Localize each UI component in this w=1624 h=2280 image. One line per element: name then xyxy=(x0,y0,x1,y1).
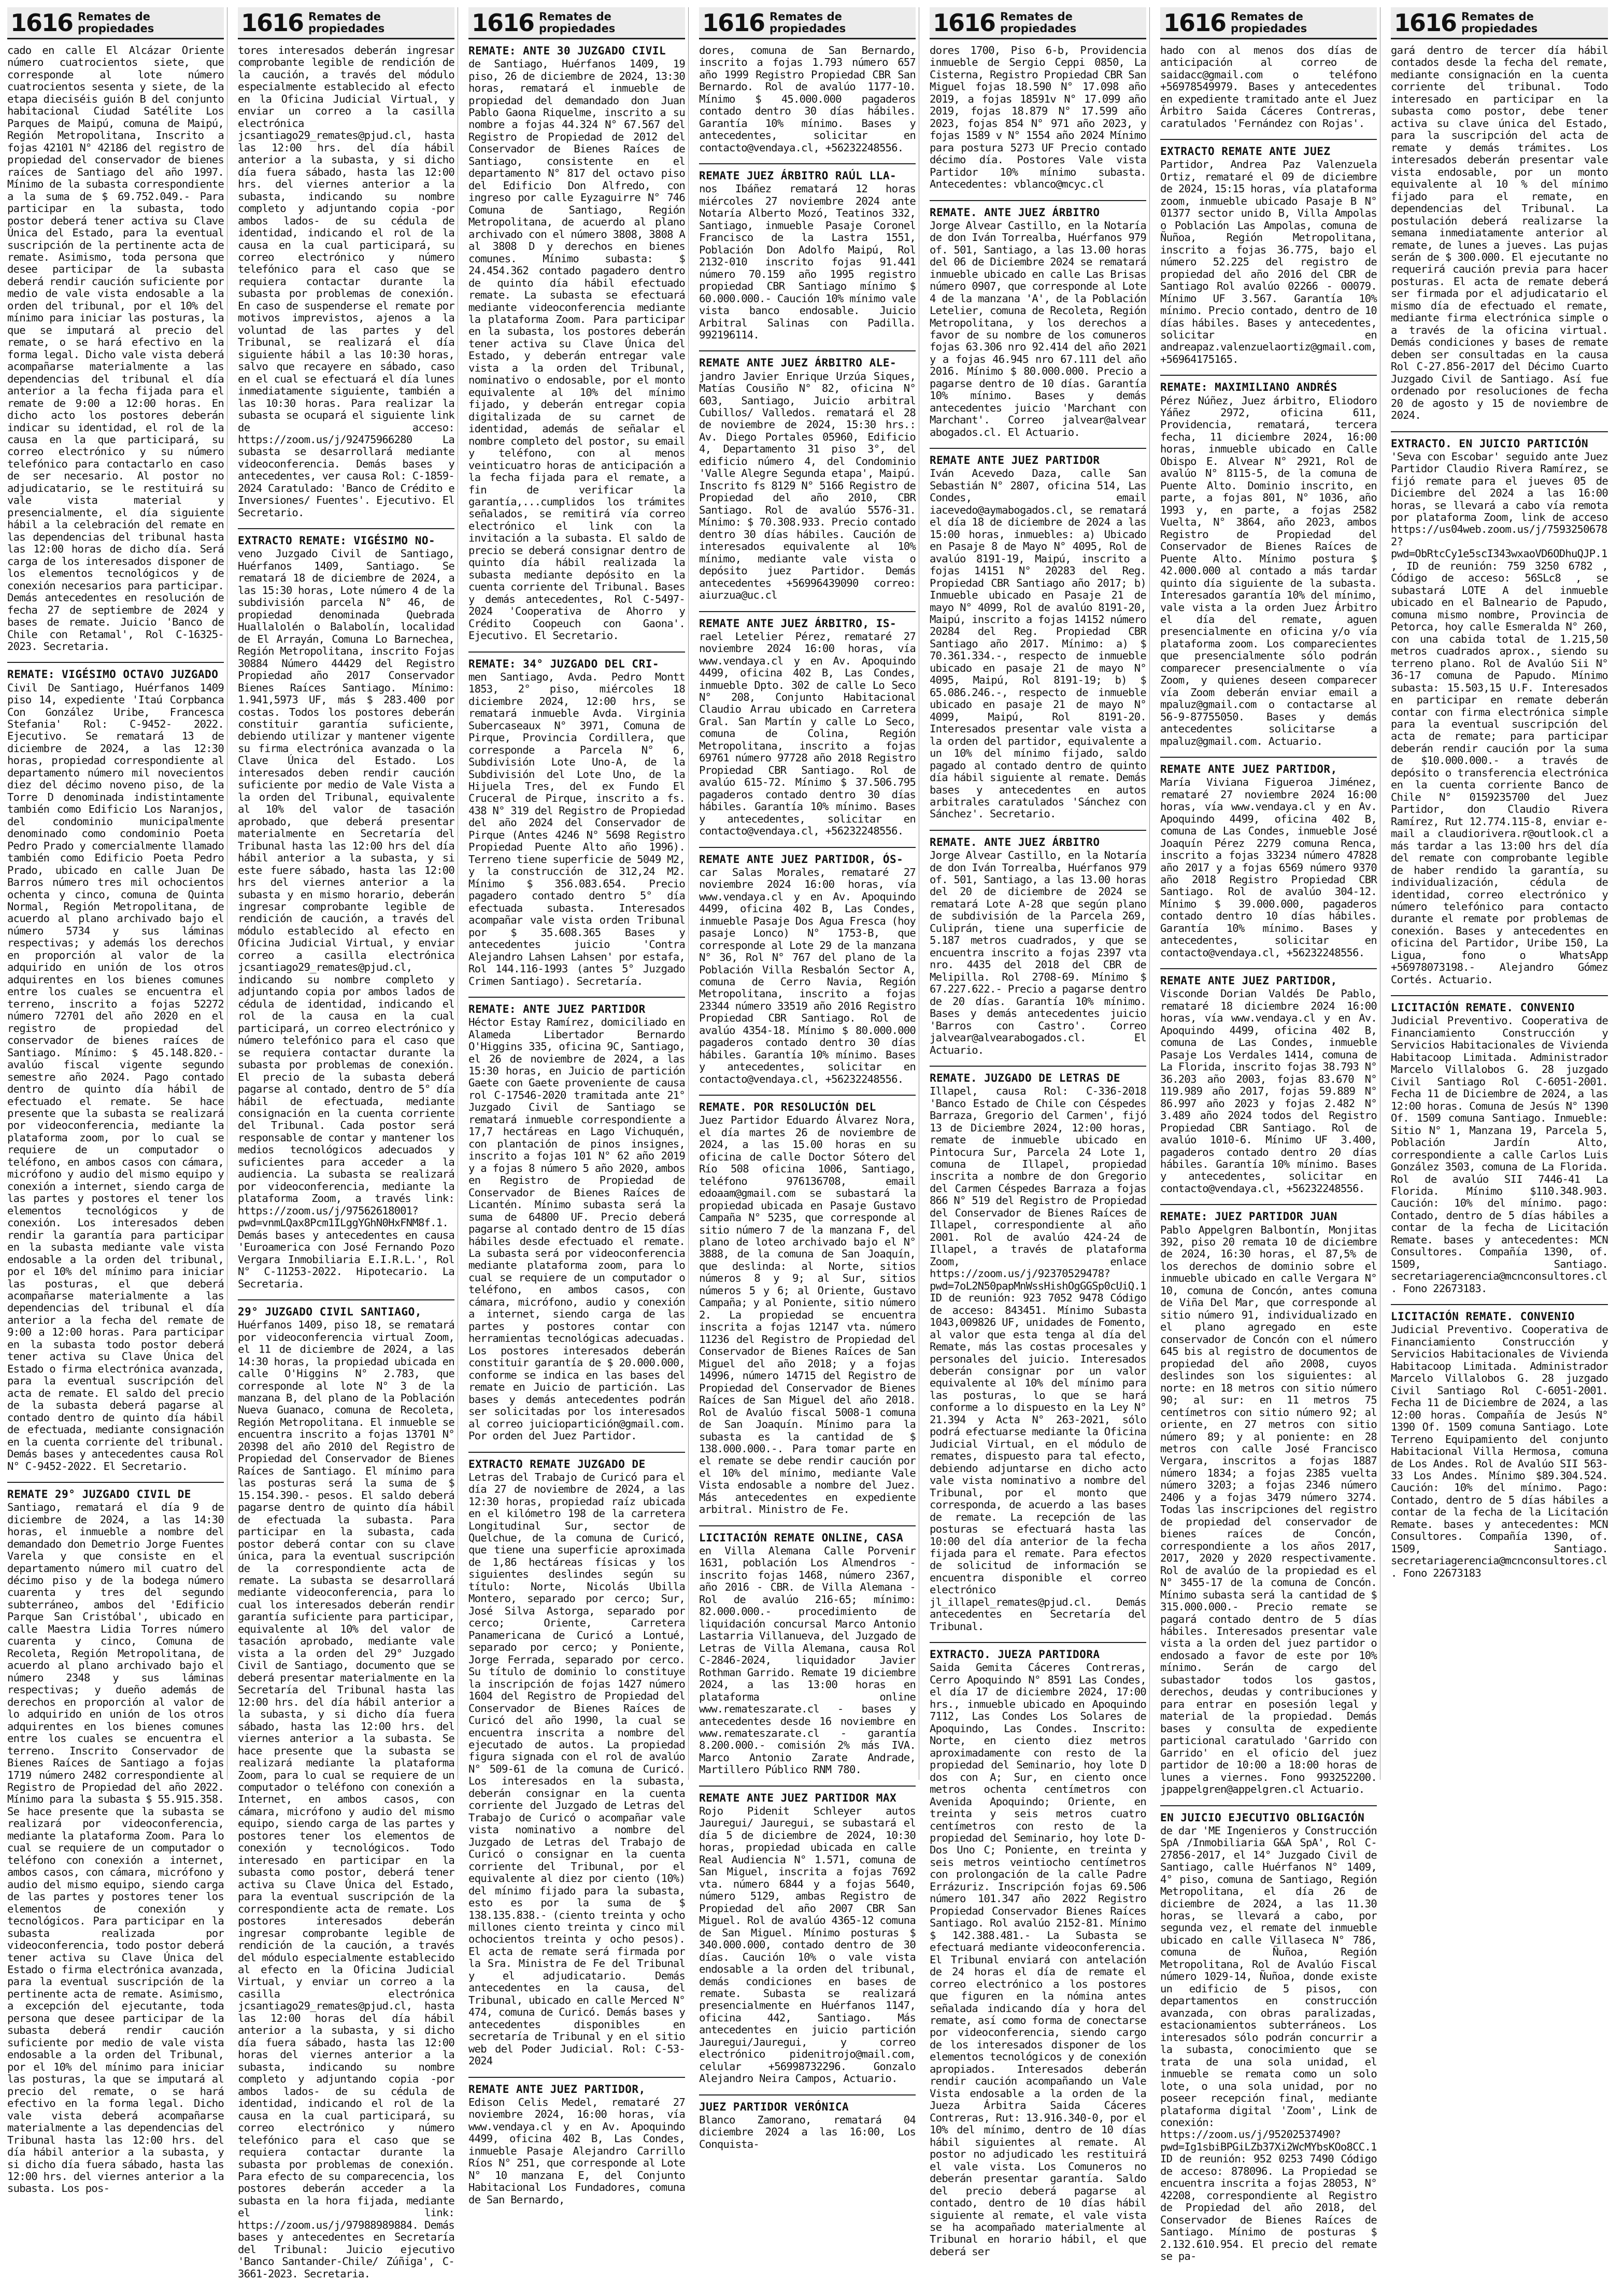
notice-body: 'Seva con Escobar' seguido ante Juez Partidor Claudio Rivera Ramírez, se fijó remate para el jueves 05 de Diciembre del 2024 a las 16:00 horas, se llevará a cabo vía remota por plataforma Zoom, link de acceso https://us04web.zoom.us/j/75932506782?pwd=ObRtcCy1e5scI343wxaoVD6ODhuQJP.1 , ID de reunión: 759 3250 6782 , Código de acceso: 56SLc8 , se subastará LOTE A del inmueble ubicado en el Balneario de Papudo, comuna mismo nombre, Provincia de Petorca, hoy calle Esmeralda N° 260, con una cabida total de 1.215,50 metros cuadrados aprox., siendo su terreno plano. Rol de Avalúo Sii N° 36-17 comuna de Papudo. Mínimo subasta: 15.503,15 U.F. Interesados en participar en remate deberán contar con firma electrónica simple para la eventual suscripción del acta de remate; para participar deberán rendir caución por la suma de $10.000.000.- a través de depósito o transferencia electrónica en la cuenta corriente Banco de Chile N° 0159235700 del Juez Partidor, don Claudio Rivera Ramírez, Rut 12.774.115-8, enviar e-mail a claudiorivera.r@outlook.cl a más tardar a las 13:00 hrs del día del remate con comprobante legible de haber rendido la garantía, su individualización, cédula de identidad, correo electrónico y número telefónico para contacto durante el remate por problemas de conexión. Bases y antecedentes en oficina del Partidor, Uribe 150, La Ligua, fono o WhatsApp +56978073198.- Alejandro Gómez Cortés. Actuario. xyxy=(1391,450,1608,986)
notice xyxy=(930,200,1146,439)
divider xyxy=(468,997,685,998)
divider xyxy=(1160,757,1377,758)
notice xyxy=(930,448,1146,820)
column-2 xyxy=(235,7,458,2280)
divider xyxy=(930,1642,1146,1643)
divider xyxy=(468,652,685,653)
divider xyxy=(1391,431,1608,432)
notice-body: men Santiago, Avda. Pedro Montt 1853, 2° piso, miércoles 18 diciembre 2024, 12:00 hrs, se rematará inmueble Avda. Virginia Subercaseaux N° 3971, Comuna de Pirque, Provincia Cordillera, que corresponde a Parcela N° 6, Subdivisión Lote Uno-A, de la Subdivisión del Lote Uno, de la Hijuela Tres, del ex Fundo El Cruceral de Pirque, inscrito a fs. 438 N° 319 del Registro de Propiedad del año 2024 del Conservador de Pirque (Antes 4246 N° 5698 Registro Propiedad Puente Alto año 1996). Terreno tiene superficie de 5049 M2, y la construcción de 312,24 M2. Mínimo $ 356.083.654. Precio pagadero contado dentro 5° día efectuada subasta. Interesados acompañar vale vista orden Tribunal por $ 35.608.365 Bases y antecedentes juicio 'Contra Alejandro Lahsen Lahsen' por estafa, Rol 144.116-1993 (antes 5° Juzgado Crimen Santiago). Secretaría. xyxy=(468,670,685,987)
notice-body: Pablo Appelgren Balbontín, Monjitas 392, piso 20 remata 10 de diciembre de 2024, 16:30 horas, el 87,5% de los derechos de dominio sobre el inmueble ubicado en calle Vergara N° 10, comuna de Concón, antes comuna de Viña Del Mar, que corresponde al sitio número 91, individualizado en el plano agregado en este conservador de Concón con el número 645 bis al registro de documentos de propiedad del año 2008, cuyos deslindes son los siguientes: al norte: en 18 metros con sitio número 90; al sur: en 11 metros 75 centímetros con sitio número 92; al oriente, en 27 metros con sitio número 89; y al poniente: en 28 metros con calle José Francisco Vergara, inscritos a fojas 1887 número 1834; a fojas 2385 vuelta número 3203; a fojas 2346 número 2406 y a fojas 3479 número 3274. Todas las inscripciones del registro de propiedad del conservador de bienes raíces de Concón, correspondiente a los años 2017, 2017, 2020 y 2020 respectivamente. Rol de avalúo de la propiedad es el N° 3455-17 de la comuna de Concón. Mínimo subasta será la cantidad de $ 315.000.000.- Precio remate se pagará contado dentro de 5 días hábiles. Interesados presentar vale vista a la orden del juez partidor o endosado a favor de este por 10% mínimo. Serán de cargo del subastador todos los gastos, derechos, deudas y contribuciones y para entrar en posesión legal y material de la propiedad. Demás bases y consulta de expediente particional caratulado 'Garrido con Garrido' en el oficio del juez partidor de 10:00 a 18:00 horas de lunes a viernes. Fono 993252200. jpappelgren@appelgren.cl Actuario. xyxy=(1160,1223,1377,1796)
notice xyxy=(238,528,454,1290)
notice xyxy=(468,997,685,1442)
notice-body: veno Juzgado Civil de Santiago, Huérfanos 1409, Santiago. Se rematará 18 de diciembre de 2024, a las 15:30 horas, Lote número 4 de la subdivisión parcela N° 46, de propiedad denominada Quebrada Huallalolén o Balabolín, localidad de El Arrayán, Comuna Lo Barnechea, Región Metropolitana, inscrito Fojas 30884 Número 44429 del Registro Propiedad año 2017 Conservador Bienes Raíces Santiago. Mínimo: 1.941,5973 UF, más $ 283.400 por costas. Todos los postores deberán constituir garantía suficiente, debiendo utilizar y mantener vigente su firma electrónica avanzada o la Clave Única del Estado. Los interesados deben rendir caución suficiente por medio de Vale Vista a la orden del Tribunal, equivalente al 10% del valor de tasación aprobado, que deberá presentar materialmente en Secretaría del Tribunal hasta las 12:00 hrs del día hábil anterior a la subasta, y si este fuere sábado, hasta las 12:00 hrs del viernes anterior a la subasta y en mismo horario, deberán ingresar comprobante legible de rendición de caución, a través del módulo establecido al efecto en Oficina Judicial Virtual, y enviar correo a casilla electrónica jcsantiago29_remates@pjud.cl, indicando su nombre completo y adjuntando copia por ambos lados de cédula de identidad, indicando el rol de la causa en la cual participará, un correo electrónico y número telefónico para el caso que se requiera contactar durante la subasta por problemas de conexión. El precio de la subasta deberá pagarse al contado, dentro de 5° día hábil de efectuada, mediante consignación en la cuenta corriente del Tribunal. Cada postor será responsable de contar y mantener los medios tecnológicos adecuados y suficientes para acceder a la audiencia. La subasta se realizará por videoconferencia, mediante la plataforma Zoom, a través link: https://zoom.us/j/97562618001?pwd=vnmLQax8Pcm1ILggYGhN0HxFNM8f.1. Demás bases y antecedentes en causa 'Euroamerica con José Fernando Pozo Vergara Inmobiliaria E.I.R.L.', Rol N° C-11253-2022. Hipotecario. La Secretaria. xyxy=(238,547,454,1290)
divider xyxy=(699,350,916,351)
divider xyxy=(699,1095,916,1096)
notice xyxy=(1160,968,1377,1195)
divider xyxy=(1391,1304,1608,1305)
section-title: Remates de propiedades xyxy=(1000,10,1077,35)
section-title: Remates de propiedades xyxy=(78,10,154,35)
notice xyxy=(699,45,916,154)
notice-heading: REMATE. ANTE JUEZ ÁRBITRO xyxy=(930,835,1100,848)
notice-heading: EXTRACTO. EN JUICIO PARTICIÓN xyxy=(1391,437,1589,450)
notice-heading: LICITACIÓN REMATE. CONVENIO xyxy=(1391,1310,1575,1323)
divider xyxy=(1160,968,1377,969)
divider xyxy=(238,528,454,529)
notice xyxy=(699,1786,916,2085)
notice-heading: REMATE ANTE JUEZ PARTIDOR, xyxy=(1160,763,1337,776)
notice xyxy=(930,1642,1146,2258)
notice-heading: EN JUICIO EJECUTIVO OBLIGACIÓN xyxy=(1160,1811,1365,1824)
section-number: 1616 xyxy=(241,8,304,37)
notice-body: rael Letelier Pérez, remataré 27 noviembre 2024 16:00 horas, vía www.vendaya.cl y en Av. Apoquindo 4499, oficina 402 B, Las Condes, inmueble Dpto. 302 de calle Lo Seco N° 208, Conjunto Habitacional Claudio Arrau ubicado en Carretera Gral. San Martín y calle Lo Seco, comuna de Colina, Región Metropolitana, inscrito a fojas 69761 número 97728 año 2018 Registro Propiedad CBR Santiago. Rol de avalúo 615-72. Mínimo $ 37.506.795 pagaderos contado dentro 30 días hábiles. Garantía 10% mínimo. Bases y antecedentes, solicitar en contacto@vendaya.cl, +56232248556. xyxy=(699,630,916,838)
notice-body: María Viviana Figueroa Jiménez, remataré 27 noviembre 2024 16:00 horas, vía www.vendaya.cl y en Av. Apoquindo 4499, oficina 402 B, comuna de Las Condes, inmueble José Joaquín Pérez 2279 comuna Renca, inscrito a fojas 33234 número 47828 año 2017 y a fojas 6569 número 9370 año 2018 Registro Propiedad CBR Santiago. Rol de avalúo 304-12. Mínimo $ 39.000.000, pagaderos contado dentro 10 días hábiles. Garantía 10% mínimo. Bases y antecedentes, solicitar en contacto@vendaya.cl, +56232248556. xyxy=(1160,776,1377,959)
notice xyxy=(930,1066,1146,1633)
notice xyxy=(7,1482,224,2195)
notice-body: gará dentro de tercer día hábil contados desde la fecha del remate, mediante consignación en la cuenta corriente del tribunal. Todo interesado en participar en la subasta como postor, debe tener activa su clave única del Estado, para la suscripción del acta de remate y demás trámites. Los interesados deberán presentar vale vista endosable, por un monto equivalente al 10 % del mínimo fijado para el remate, en dependencias del Tribunal. La postulación deberá realizarse la semana inmediatamente anterior al remate, de lunes a jueves. Las pujas serán de $ 300.000. El ejecutante no requerirá caución previa para hacer posturas. El acta de remate deberá ser firmada por el adjudicatario el mismo día de efectuado el remate, mediante firma electrónica simple o a través de la oficina virtual. Demás condiciones y bases de remate deben ser consultadas en la causa Rol C-27.856-2017 del Décimo Cuarto Juzgado Civil de Santiago. Así fue ordenado por resoluciones de fecha 20 de agosto y 15 de noviembre de 2024. xyxy=(1391,44,1608,422)
section-title: Remates de propiedades xyxy=(1461,10,1538,35)
section-number: 1616 xyxy=(1394,8,1457,37)
notice-heading: REMATE ANTE JUEZ PARTIDOR, xyxy=(1160,974,1337,987)
notice xyxy=(1391,995,1608,1295)
divider xyxy=(699,163,916,164)
notice xyxy=(468,652,685,987)
notice xyxy=(7,662,224,1472)
notice-body: hado con al menos dos días de anticipación al correo de saidacc@gmail.com o teléfono +56978549979. Bases y antecedentes en expediente tramitado ante el Juez Árbitro Saida Cáceres Contreras, caratulados 'Fernández con Rojas'. xyxy=(1160,44,1377,130)
section-header xyxy=(1391,7,1608,39)
divider xyxy=(7,662,224,663)
notice xyxy=(1160,375,1377,747)
notice-body: nos Ibáñez rematará 12 horas miércoles 27 noviembre 2024 ante Notaría Alberto Mozó, Teatinos 332, Santiago, inmueble Pasaje Coronel Francisco de la Lastra 1551, Población Don Adolfo Maipú, Rol 2132-010 inscrito fojas 91.441 número 70.159 año 1995 registro propiedad CBR Santiago mínimo $ 60.000.000.- Caución 10% mínimo vale vista banco endosable. Juicio Arbitral Salinas con Padilla. 992196114. xyxy=(699,182,916,341)
divider xyxy=(699,1525,916,1526)
notice xyxy=(1160,139,1377,365)
section-header xyxy=(238,7,454,39)
notice xyxy=(699,163,916,341)
notice-body: Jorge Alvear Castillo, en la Notaría de don Iván Torrealba, Huérfanos 979 of. 501, Santiago, a las 13.00 horas del 06 de Diciembre 2024 se rematará inmueble ubicado en calle Las Brisas número 0907, que corresponde al Lote 4 de la manzana 'A', de la Población Letelier, comuna de Recoleta, Región Metropolitana, y los derechos a favor de su nombre de los comuneros fojas 63.306 nro 92.414 del año 2021 y a fojas 46.945 nro 67.111 del año 2016. Mínimo $ 80.000.000. Precio a pagarse dentro de 10 días. Garantía 10% mínimo. Bases y demás antecedentes juicio 'Marchant con Marchant'. Correo jalvear@alvear abogados.cl. El Actuario. xyxy=(930,219,1146,438)
notice-heading: REMATE. JUZGADO DE LETRAS DE xyxy=(930,1072,1121,1085)
divider xyxy=(1160,375,1377,376)
notice-body: Héctor Estay Ramírez, domiciliado en Alameda Libertador Bernardo O'Higgins 335, oficina 9C, Santiago, el 26 de noviembre de 2024, a las 15:30 horas, en Juicio de partición Gaete con Gaete proveniente de causa rol C-17546-2020 tramitada ante 21° Juzgado Civil de Santiago se rematará inmueble correspondiente a 17,7 hectáreas en Lago Vichuquén, con plantación de pinos insignes, inscrito a fojas 101 N° 62 año 2019 y a fojas 8 número 5 año 2020, ambos en Registro de Propiedad de Conservador de Bienes Raíces de Licantén. Mínimo subasta será la suma de 64800 UF. Precio deberá pagarse al contado dentro de 15 días hábiles desde efectuado el remate. La subasta será por videoconferencia mediante plataforma zoom, para lo cual se requiere de un computador o teléfono, en ambos casos, con cámara, micrófono, audio y conexión a internet, siendo carga de las partes y postores contar con herramientas tecnológicas adecuadas. Los postores interesados deberán constituir garantía de $ 20.000.000, conforme se indica en las bases del remate en Juicio de partición. Las bases y demás antecedentes podrán ser solicitadas por los interesados al correo juiciopartición@gmail.com. Por orden del Juez Partidor. xyxy=(468,1016,685,1442)
notice-body: Judicial Preventivo. Cooperativa de Financiamiento Construcción y Servicios Habitacionales de Vivienda Habitacoop Limitada. Administrador Marcelo Villalobos G. 28 juzgado Civil Santiago Rol C-6051-2001. Fecha 11 de Diciembre de 2024, a las 12:00 horas. Comuna de Jesús N° 1390 Of. 1509 comuna Santiago. Inmueble: Sitio N° 1, Manzana 19, Parcela 5, Población Jardín Alto, correspondiente a calle Carlos Luis González 3503, comuna de La Florida. Rol de avalúo SII 7446-41 La Florida. Mínimo $110.348.903. Caución: 10% del mínimo. pago: Contado, dentro de 5 días hábiles a contar de la fecha de Licitación Remate. bases y antecedentes: MCN Consultores. Compañía 1390, of. 1509, Santiago. secretariagerencia@mcnconsultores.cl. Fono 22673183. xyxy=(1391,1014,1608,1295)
notice xyxy=(699,611,916,838)
column-7 xyxy=(1388,7,1611,1780)
notice-body: car Salas Morales, remataré 27 noviembre 2024 16:00 horas, vía www.vendaya.cl y en Av. Apoquindo 4499, oficina 402 B, Las Condes, inmueble Pasaje Dos Agua Fresca (hoy pasaje Lonco) N° 1753-B, que corresponde al Lote 29 de la manzana N° 36, Rol N° 767 del plano de la Población Villa Resbalón Sector A, comuna de Cerro Navia, Región Metropolitana, inscrito a fojas 23344 número 33519 año 2016 Registro Propiedad CBR Santiago. Rol de avalúo 4354-18. Mínimo $ 80.000.000 pagaderos contado dentro 30 días hábiles. Garantía 10% mínimo. Bases y antecedentes, solicitar en contacto@vendaya.cl, +56232248556. xyxy=(699,866,916,1085)
notice-body: dores 1700, Piso 6-b, Providencia inmueble de Sergio Ceppi 0850, La Cisterna, Registro Propiedad CBR San Miguel fojas 18.590 N° 17.098 año 2019, a fojas 18591v N° 17.099 año 2019, fojas 18.879 N° 17.599 año 2023, fojas 854 N° 971 año 2023, y fojas 1589 v N° 1554 año 2024 Mínimo para postura 5273 UF Precio contado décimo día. Postores Vale vista Partidor 10% mínimo subasta. Antecedentes: vblanco@mcyc.cl xyxy=(930,44,1146,191)
notice xyxy=(1391,1304,1608,1579)
notice-body: Partidor, Andrea Paz Valenzuela Ortiz, remataré el 09 de diciembre de 2024, 15:15 horas, vía plataforma zoom, inmueble ubicado Pasaje B N° 01377 sector unido B, Villa Ampolas o Población Las Ampolas, comuna de Ñuñoa, Región Metropolitana, inscrito a fojas 36.775, bajo el número 52.225 del registro de propiedad del año 2016 del CBR de Santiago Rol avalúo 02266 - 00079. Mínimo UF 3.567. Garantía 10% mínimo. Precio contado, dentro de 10 días hábiles. Bases y antecedentes, solicitar en andreapaz.valenzuelaortiz@gmail.com, +56964175165. xyxy=(1160,158,1377,365)
section-header xyxy=(699,7,916,39)
section-header xyxy=(1160,7,1377,39)
notice-heading: REMATE: VIGÉSIMO OCTAVO JUZGADO xyxy=(7,668,219,681)
divider xyxy=(1160,139,1377,140)
section-title: Remates de propiedades xyxy=(308,10,385,35)
notice-heading: REMATE ANTE JUEZ PARTIDOR, xyxy=(468,2083,646,2095)
notice-body: de Santiago, Huérfanos 1409, 19 piso, 26 de diciembre de 2024, 13:30 horas, rematará el inmueble de propiedad del demandado don Juan Pablo Gaona Riquelme, inscrito a su nombre a fojas 44.324 N° 67.567 del Registro de Propiedad de 2012 del Conservador de Bienes Raíces de Santiago, consistente en el departamento N° 817 del octavo piso del Edificio Don Alfredo, con ingreso por calle Eyzaguirre N° 746 Comuna de Santiago, Región Metropolitana, de acuerdo al plano archivado con el número 3808, 3808 A al 3808 D y derechos en bienes comunes. Mínimo subasta: $ 24.454.362 contado pagadero dentro de quinto día hábil efectuado remate. La subasta se efectuará mediante videoconferencia mediante la plataforma Zoom. Para participar en la subasta, los postores deberán tener activa su Clave Única del Estado, y deberán entregar vale vista a la orden del Tribunal, nominativo o endosable, por el monto equivalente al 10% del mínimo fijado, y deberán entregar copia digitalizada de su carnet de identidad, además de señalar el nombre completo del postor, su email y teléfono, con al menos veinticuatro horas de anticipación a la fecha fijada para el remate, a fin de verificar la garantía,...cumplidos los trámites señalados, se remitirá vía correo electrónico el link con la invitación a la subasta. El saldo de precio se deberá consignar dentro de quinto día hábil realizada la subasta mediante depósito en la cuenta corriente del Tribunal. Bases y demás antecedentes, Rol C-5497-2024 'Cooperativa de Ahorro y Crédito Coopeuch con Gaona'. Ejecutivo. El Secretario. xyxy=(468,58,685,642)
section-number: 1616 xyxy=(472,8,534,37)
notice-body: tores interesados deberán ingresar comprobante legible de rendición de la caución, a través del módulo especialmente establecido al efecto en la Oficina Judicial Virtual, y enviar un correo a la casilla electrónica jcsantiago29_remates@pjud.cl, hasta las 12:00 hrs. del día hábil anterior a la subasta, y si dicho día fuera sábado, hasta las 12:00 hrs. del viernes anterior a la subasta, indicando su nombre completo y adjuntando copia -por ambos lados- de su cédula de identidad, indicando el rol de la causa en la cual participará, su correo electrónico y número telefónico para el caso que se requiera contactar durante la subasta por problemas de conexión. En caso de suspenderse el remate por motivos imprevistos, ajenos a la voluntad de las partes y del Tribunal, se realizará el día siguiente hábil a las 10:30 horas, salvo que recayere en sábado, caso en el cual se efectuará el día lunes inmediatamente siguiente, también a las 10:30 horas. Para realizar la subasta se ocupará el siguiente link de acceso: https://zoom.us/j/92475966280 La subasta se desarrollará mediante videoconferencia. Demás bases y antecedentes, ver causa Rol: C-1859-2024 Caratulado: 'Banco de Crédito e Inversiones/ Fuentes'. Ejecutivo. El Secretario. xyxy=(238,44,454,519)
notice xyxy=(699,847,916,1086)
notice-body: Letras del Trabajo de Curicó para el día 27 de noviembre de 2024, a las 12:30 horas, propiedad raíz ubicada en el kilómetro 198 de la carretera Longitudinal Sur, sector de Quelchue, de la comuna de Curicó, que tiene una superficie aproximada de 1,86 hectáreas físicas y los siguientes deslindes según su título: Norte, Nicolás Ubilla Montero, separado por cerco; Sur, José Silva Astorga, separado por cerco; Oriente, Carretera Panamericana de Curicó a Lontué, separado por cerco; y Poniente, Jorge Ferrada, separado por cerco. Su título de dominio lo constituye la inscripción de fojas 1427 número 1604 del Registro de Propiedad del Conservador de Bienes Raíces de Curicó del año 1990, la cual se encuentra inscrita a nombre del ejecutado de autos. La propiedad figura signada con el rol de avalúo N° 509-61 de la comuna de Curicó. Los interesados en la subasta, deberán consignar en la cuenta corriente del Juzgado de Letras del Trabajo de Curicó o acompañar vale vista nominativo a nombre del Juzgado de Letras del Trabajo de Curicó o consignar en la cuenta corriente del Tribunal, por el equivalente al diez por ciento (10%) del mínimo fijado para la subasta, esto es por la suma de $ 138.135.838.- (ciento treinta y ocho millones ciento treinta y cinco mil ochocientos treinta y ocho pesos). El acta de remate será firmada por la Sra. Ministra de Fe del Tribunal y el adjudicatario. Demás antecedentes en la causa, del Tribunal, ubicado en calle Merced N° 474, comuna de Curicó. Demás bases y antecedentes disponibles en secretaría de Tribunal y en el sitio web del Poder Judicial. Rol: C-53-2024 xyxy=(468,1470,685,2067)
section-number: 1616 xyxy=(1163,8,1226,37)
notice xyxy=(1160,45,1377,130)
notice-heading: LICITACIÓN REMATE ONLINE, CASA xyxy=(699,1531,904,1544)
notice-heading: REMATE: 34° JUZGADO DEL CRI- xyxy=(468,657,660,670)
notice-body: Santiago, rematará el día 9 de diciembre de 2024, a las 14:30 horas, el inmueble a nombre del demandado don Demetrio Jorge Fuentes Varela y que consiste en el departamento número mil cuatro del décimo piso y de la bodega número cuarenta y tres del segundo subterráneo, ambos del 'Edificio Parque San Cristóbal', ubicado en calle Maestra Lidia Torres número cuarenta y cinco, Comuna de Recoleta, Región Metropolitana, de acuerdo al plano archivado bajo el número 2348 y sus láminas respectivas; y dueño además de derechos en proporción al valor de lo adquirido en unión de los otros adquirentes en los bienes comunes entre los cuales se encuentra el terreno. Inscrito Conservador de Bienes Raíces de Santiago a fojas 1719 número 2482 correspondiente al Registro de Propiedad del año 2022. Mínimo para la subasta $ 55.915.358. Se hace presente que la subasta se realizará por videoconferencia, mediante la plataforma Zoom. Para lo cual se requiere de un computador o teléfono con conexión a internet, ambos casos, con cámara, micrófono y audio del mismo equipo, siendo carga de las partes y postores tener los elementos de conexión y tecnológicos. Para participar en la subasta realizada por videoconferencia, todo postor deberá tener activa su Clave Única del Estado o firma electrónica avanzada, para la eventual suscripción de la pertinente acta de remate. Asimismo, a excepción del ejecutante, toda persona que desee participar de la subasta deberá rendir caución suficiente por medio de vale vista endosable a la orden del Tribunal, por el 10% del mínimo para iniciar las posturas, la que se imputará al precio del remate, o se hará efectivo en la forma legal. Dicho vale vista deberá acompañarse materialmente a las dependencias del Tribunal hasta las 12:00 hrs. del día hábil anterior a la subasta, y si dicho día fuera sábado, hasta las 12:00 hrs. del viernes anterior a la subasta. Los pos- xyxy=(7,1501,224,2195)
notice-heading: REMATE. ANTE JUEZ ÁRBITRO xyxy=(930,206,1100,219)
divider xyxy=(930,830,1146,831)
notice-body: Judicial Preventivo. Cooperativa de Financiamiento Construcción y Servicios Habitacionales de Vivienda Habitacoop Limitada. Administrador Marcelo Villalobos G. 28 juzgado Civil Santiago Rol C-6051-2001. Fecha 11 de Diciembre de 2024, a las 12:00 horas. Compañía de Jesús N° 1390 Of. 1509 comuna Santiago. Lote Terreno Equipamiento del conjunto Habitacional Villa Hermosa, comuna de Los Andes. Rol de Avalúo SII 563-33 Los Andes. Mínimo $89.304.524. Caución: 10% del mínimo. Pago: Contado, dentro de 5 días hábiles a contar de la fecha de la Licitación Remate. bases y antecedentes: MCN Consultores. Compañía 1390, of. 1509, Santiago. secretariagerencia@mcnconsultores.cl. Fono 22673183 xyxy=(1391,1323,1608,1579)
notice-heading: EXTRACTO REMATE JUZGADO DE xyxy=(468,1457,646,1470)
notice xyxy=(1391,45,1608,422)
notice-heading: REMATE ANTE JUEZ PARTIDOR xyxy=(930,454,1100,467)
section-header xyxy=(468,7,685,39)
notice-body: Jorge Alvear Castillo, en la Notaría de don Iván Torrealba, Huérfanos 979 of. 501, Santiago, a las 13.00 horas del 20 de diciembre de 2024 se rematará Lote A-28 que según plano de subdivisión de la Parcela 269, Culiprán, tiene una superficie de 5.187 metros cuadrados, y que se encuentra inscrito a fojas 2397 vta nro. 4435 del 2018 del CBR de Melipilla. Rol 2708-69. Mínimo $ 67.227.622.- Precio a pagarse dentro de 20 días. Garantía 10% mínimo. Bases y demás antecedentes juicio 'Barros con Castro'. Correo jalvear@alvearabogados.cl. El Actuario. xyxy=(930,849,1146,1056)
section-title: Remates de propiedades xyxy=(539,10,616,35)
notice xyxy=(1160,1805,1377,2263)
notice-body: Pérez Núñez, Juez árbitro, Eliodoro Yáñez 2972, oficina 611, Providencia, rematará, tercera fecha, 11 diciembre 2024, 16:00 horas, inmueble ubicado en Calle Obispo E. Alvear N° 2921, Rol de avalúo N° 8115-5, de la comuna de Puente Alto. Dominio inscrito, en parte, a fojas 801, N° 1036, año 1993 y, en parte, a fojas 2582 Vuelta, N° 3864, año 2023, ambos Registro de Propiedad del Conservador de Bienes Raíces de Puente Alto. Mínimo postura $ 42.000.000 al contado a más tardar quinto día siguiente de la subasta. Interesados garantía 10% del mínimo, vale vista a la orden Juez Árbitro el día del remate, aguen presencialmente en oficina y/o vía plataforma zoom. Los comparecientes que presencialmente sólo podrán comparecer presencialmente o vía Zoom, y quienes deseen comparecer vía Zoom deberán enviar email a mpaluz@gmail.com o contactarse al 56-9-87755050. Bases y demás antecedentes solicitarse a mpaluz@gmail.com. Actuario. xyxy=(1160,394,1377,747)
notice xyxy=(699,1095,916,1516)
divider xyxy=(930,200,1146,201)
notice-body: jandro Javier Enrique Urzúa Siques, Matías Cousiño N° 82, oficina N° 603, Santiago, Juicio arbitral Cubillos/ Valledos. rematará el 28 de noviembre de 2024, 15:30 hrs.: Av. Diego Portales 05960, Edificio 4, Departamento 31 piso 3°, del edificio número 4, del Condominio 'Valle Alegre Segunda etapa', Maipú. Inscrito fs 8129 N° 5166 Registro de Propiedad del año 2010, CBR Santiago. Rol de avalúo 5576-31. Mínimo: $ 70.308.933. Precio contado dentro 30 días hábiles. Caución de interesados equivalente al 10% mínimo, mediante vale vista o depósito juez Partidor. Demás antecedentes +56996439090 correo: aiurzua@uc.cl xyxy=(699,370,916,602)
notice xyxy=(468,2077,685,2206)
notice-heading: REMATE ANTE JUEZ ÁRBITRO, IS- xyxy=(699,617,897,630)
notice xyxy=(930,45,1146,191)
divider xyxy=(468,1452,685,1453)
notice-body: Illapel, causa Rol: C-336-2018 'Banco Estado de Chile con Céspedes Barraza, Gregorio del Carmen', fijó 13 de Diciembre 2024, 12:00 horas, remate de inmueble ubicado en Pintocura Sur, Parcela 24 Lote 1, comuna de Illapel, propiedad inscrita a nombre de don Gregorio del Carmen Céspedes Barraza a fojas 866 N° 519 del Registro de Propiedad del Conservador de Bienes Raíces de Illapel, correspondiente al año 2001. Rol de avalúo 424-24 de Illapel, a través de plataforma Zoom, enlace https://zoom.us/j/92370529478?pwd=7oL2N50papMnWssHishOgGGSp0cUiQ.1 ID de reunión: 923 7052 9478 Código de acceso: 843451. Mínimo Subasta 1043,009826 UF, unidades de Fomento, al valor que esta tenga al día del Remate, más las costas procesales y personales del juicio. Interesados deberán consignar por un valor equivalente al 10% del mínimo para las posturas, lo que se hará conforme a lo dispuesto en la Ley N° 21.394 y Acta N° 263-2021, sólo podrá efectuarse mediante la Oficina Judicial Virtual, en el módulo de remates, dispuesto para tal efecto, debiendo adjuntarse en dicho acto vale vista nominativo a nombre del Tribunal, por el monto que corresponda, de acuerdo a las bases de remate. La recepción de las posturas se efectuará hasta las 10:00 del día anterior de la fecha fijada para el remate. Para efectos de solicitud de información se encuentra disponible el correo electrónico jl_illapel_remates@pjud.cl. Demás antecedentes en Secretaría del Tribunal. xyxy=(930,1085,1146,1633)
notice-heading: REMATE ANTE JUEZ PARTIDOR, ÓS- xyxy=(699,853,904,866)
column-1 xyxy=(4,7,227,2195)
notice-body: Huérfanos 1409, piso 18, se rematará por videoconferencia virtual Zoom, el 11 de diciembre de 2024, a las 14:30 horas, la propiedad ubicada en calle O'Higgins N° 2.783, que corresponde al lote N° 3 de la manzana B, del plano de la Población Nueva Guanaco, comuna de Recoleta, Región Metropolitana. El inmueble se encuentra inscrito a fojas 13701 N° 20398 del año 2010 del Registro de Propiedad del Conservador de Bienes Raíces de Santiago. El mínimo para las posturas será la suma de $ 15.154.390.- pesos. El saldo deberá pagarse dentro de quinto día hábil de efectuada la subasta. Para participar en la subasta, cada postor deberá contar con su clave única, para la eventual suscripción de la correspondiente acta de remate. La subasta se desarrollará mediante videoconferencia, para lo cual los interesados deberán rendir garantía suficiente para participar, equivalente al 10% del valor de tasación aprobado, mediante vale vista a la orden del 29° Juzgado Civil de Santiago, documento que se deberá presentar materialmente en la Secretaría del Tribunal hasta las 12:00 hrs. del día hábil anterior a la subasta, y si dicho día fuera sábado, hasta las 12:00 hrs. del viernes anterior a la subasta. Se hace presente que la subasta se realizará mediante la plataforma Zoom, para lo cual se requiere de un computador o teléfono con conexión a Internet, en ambos casos, con cámara, micrófono y audio del mismo equipo, siendo carga de las partes y postores tener los elementos de conexión y tecnológicos. Todo interesado en participar en la subasta como postor, deberá tener activa su Clave Única del Estado, para la eventual suscripción de la correspondiente acta de remate. Los postores interesados deberán ingresar comprobante legible de rendición de la caución, a través del módulo especialmente establecido al efecto en la Oficina Judicial Virtual, y enviar un correo a la casilla electrónica jcsantiago29_remates@pjud.cl, hasta las 12:00 horas del día hábil anterior a la subasta, y si dicho día fuera sábado, hasta las 12:00 horas del viernes anterior a la subasta, indicando su nombre completo y adjuntando copia -por ambos lados- de su cédula de identidad, indicando el rol de la causa en la cual participará, su correo electrónico y número telefónico para el caso que se requiera contactar durante la subasta por problemas de conexión. Para efecto de su comparecencia, los postores deberán acceder a la subasta en la hora fijada, mediante el link: https://zoom.us/j/97988989884. Demás bases y antecedentes en Secretaría del Tribunal: Juicio ejecutivo 'Banco Santander-Chile/ Zúñiga', C-3661-2023. Secretaria. xyxy=(238,1319,454,2280)
notice-body: Blanco Zamorano, rematará 04 diciembre 2024 a las 16:00, Los Conquista- xyxy=(699,2113,916,2150)
notice xyxy=(468,45,685,642)
notice xyxy=(699,350,916,601)
notice-heading: EXTRACTO REMATE: VIGÉSIMO NO- xyxy=(238,534,436,547)
section-header xyxy=(7,7,224,39)
notice-body: Visconde Dorian Valdés De Pablo, remataré 18 diciembre 2024 16:00 horas, vía www.vendaya.cl y en Av. Apoquindo 4499, oficina 402 B, comuna de Las Condes, inmueble Pasaje Los Verdales 1414, comuna de La Florida, inscrito fojas 38.793 N° 36.203 año 2003, fojas 83.670 N° 119.989 año 2017, fojas 59.889 N° 86.997 año 2023 y fojas 2.482 N° 3.489 año 2024 todos del Registro Propiedad CBR Santiago. Rol de avalúo 1010-6. Mínimo UF 3.400, pagaderos contado dentro 20 días hábiles. Garantía 10% mínimo. Bases y antecedentes, solicitar en contacto@vendaya.cl, +56232248556. xyxy=(1160,987,1377,1195)
divider xyxy=(699,1786,916,1787)
notice xyxy=(1160,1204,1377,1795)
notice xyxy=(238,45,454,519)
divider xyxy=(699,2094,916,2095)
section-title: Remates de propiedades xyxy=(1231,10,1307,35)
notice-heading: REMATE 29° JUZGADO CIVIL DE xyxy=(7,1488,191,1501)
column-3 xyxy=(465,7,689,2206)
divider xyxy=(238,1299,454,1300)
notice-heading: REMATE: MAXIMILIANO ANDRÉS xyxy=(1160,381,1337,394)
divider xyxy=(699,611,916,612)
notice xyxy=(7,45,224,653)
notice xyxy=(930,830,1146,1056)
divider xyxy=(468,2077,685,2078)
divider xyxy=(930,1066,1146,1067)
notice-heading: LICITACIÓN REMATE. CONVENIO xyxy=(1391,1001,1575,1014)
notice-heading: REMATE. POR RESOLUCIÓN DEL xyxy=(699,1101,876,1114)
notice xyxy=(468,1452,685,2067)
notice-heading: JUEZ PARTIDOR VERÓNICA xyxy=(699,2100,849,2113)
divider xyxy=(1160,1805,1377,1806)
section-title: Remates de propiedades xyxy=(770,10,846,35)
notice-body: de dar 'ME Ingenieros y Construcción SpA /Inmobiliaria G&A SpA', Rol C-27856-2017, el 14° Juzgado Civil de Santiago, calle Huérfanos N° 1409, 4° piso, comuna de Santiago, Región Metropolitana, el día 26 de diciembre de 2024, a las 11.30 horas, se llevará a cabo, por segunda vez, el remate del inmueble ubicado en calle Villaseca N° 786, comuna de Ñuñoa, Región Metropolitana, Rol de Avalúo Fiscal número 1029-14, Ñuñoa, donde existe un edificio de 5 pisos, con departamentos en construcción avanzada, con obras paralizadas, estacionamientos subterráneos. Los interesados sólo podrán concurrir a la subasta, conocimiento que se trata de una sola unidad, el inmueble se remata como un solo lote, o una sola unidad, por no poseer recepción final, mediante plataforma digital 'Zoom', Link de conexión: https://zoom.us/j/95202537490?pwd=Ig1sbiBPGiLZb37Xi2WcMYbsKOo8CC.1 ID de reunión: 952 0253 7490 Código de acceso: 878096. La Propiedad se encuentra inscrita a fojas 28053, N° 42208, correspondiente al Registro de Propiedad del año 2018, del Conservador de Bienes Raíces de Santiago. Mínimo de posturas $ 2.132.610.954. El precio del remate se pa- xyxy=(1160,1824,1377,2263)
section-header xyxy=(930,7,1146,39)
divider xyxy=(930,448,1146,449)
notice-heading: REMATE: ANTE JUEZ PARTIDOR xyxy=(468,1002,646,1015)
notice-heading: REMATE ANTE JUEZ ÁRBITRO ALE- xyxy=(699,357,897,370)
notice-heading: EXTRACTO REMATE ANTE JUEZ xyxy=(1160,145,1331,158)
notice-body: cado en calle El Alcázar Oriente número cuatrocientos siete, que corresponde al lote número cuatrocientos sesenta y siete, de la etapa dieciséis guión B del conjunto habitacional Ciudad Satélite Los Parques de Maipú, comuna de Maipú, Región Metropolitana, Inscrito a fojas 42101 N° 42186 del registro de propiedad del conservador de bienes raíces de Santiago del año 1997. Mínimo de la subasta correspondiente a la suma de $ 69.752.049.- Para participar en la subasta, todo postor deberá tener activa su Clave Única del Estado, para la eventual suscripción de la pertinente acta de remate. Asimismo, toda persona que desee participar de la subasta deberá rendir caución suficiente por medio de vale vista endosable a la orden del tribunal, por el 10% del mínimo para iniciar las posturas, la que se imputará al precio del remate, o se hará efectivo en la forma legal. Dicho vale vista deberá acompañarse materialmente a las dependencias del tribunal el día anterior a la fecha fijada para el remate de 9:00 a 12:00 horas. En dicho acto los postores deberán indicar su identidad, el rol de la causa en la que participará, su correo electrónico y su número telefónico para contactarlo en caso de ser necesario. Al postor no adjudicatario, se le restituirá su vale vista material y presencialmente, el día siguiente hábil a la celebración del remate en las dependencias del tribunal hasta las 12:00 horas de dicho día. Será carga de los interesados disponer de los elementos tecnológicos y de conexión necesarios para participar. Demás antecedentes en resolución de fecha 27 de septiembre de 2024 y bases de remate. Juicio 'Banco de Chile con Retamal', Rol C-16325-2023. Secretaria. xyxy=(7,44,224,653)
notice-heading: 29° JUZGADO CIVIL SANTIAGO, xyxy=(238,1306,422,1319)
notice-body: Juez Partidor Eduardo Álvarez Nora, el día martes 26 de noviembre de 2024, a las 15.00 horas en su oficina de calle Doctor Sótero del Río 508 oficina 1006, Santiago, teléfono 976136708, email edoaam@gmail.com se subastará la propiedad ubicada en Pasaje Gustavo Campaña N° 5235, que corresponde al sitio número 7 de la manzana F, del plano de loteo archivado bajo el N° 3888, de la comuna de San Joaquín, que deslinda: al Norte, sitios números 8 y 9; al Sur, sitios números 5 y 6; al Oriente, Gustavo Campaña; y al Poniente, sitio número 2. La propiedad se encuentra inscrita a fojas 12147 vta. número 11236 del Registro de Propiedad del Conservador de Bienes Raíces de San Miguel del año 2018; y a fojas 14996, número 14715 del Registro de Propiedad del Conservador de Bienes Raíces de San Miguel del año 2018. Rol de Avalúo fiscal 5008-1 comuna de San Joaquín. Mínimo para la subasta es la cantidad de $ 138.000.000.-. Para tomar parte en el remate se debe rendir caución por el 10% del mínimo, mediante Vale Vista endosable a nombre del Juez. Más antecedentes en expediente arbitral. Ministro de Fe. xyxy=(699,1114,916,1516)
section-number: 1616 xyxy=(702,8,765,37)
notice xyxy=(699,1525,916,1776)
notice-heading: REMATE JUEZ ÁRBITRO RAÚL LLA- xyxy=(699,169,897,182)
notice-body: Saida Gemita Cáceres Contreras, Cerro Apoquindo N° 8591 Las Condes, el día 17 de diciembre 2024, 17:00 hrs., inmueble ubicado en Apoquindo 7112, Las Condes Los Solares de Apoquindo, Las Condes. Inscrito: Norte, en ciento diez metros aproximadamente con resto de la propiedad del Seminario, hoy lote D dos con A; Sur, en ciento once metros ochenta centímetros con Avenida Apoquindo; Oriente, en treinta y seis metros cuatro centímetros con resto de la propiedad del Seminario, hoy lote D-Dos Uno C; Poniente, en treinta y seis metros veintiocho centímetros con prolongación de la calle Padre Errázuriz. Inscripción fojas 69.506 número 101.347 año 2022 Registro Propiedad Conservador Bienes Raíces Santiago. Rol avalúo 2152-81. Mínimo $ 142.388.481.- La Subasta se efectuará mediante videoconferencia. El Tribunal enviará con antelación de 24 horas el día de remate el correo electrónico a los postores que figuren en la nómina antes señalada indicando día y hora del remate, así como forma de conectarse por videoconferencia, siendo cargo de los interesados disponer de los elementos tecnológicos y de conexión apropiados. Interesados deberán rendir caución acompañando un Vale Vista endosable a la orden de la Jueza Árbitra Saida Cáceres Contreras, Rut: 13.916.340-0, por el 10% del mínimo, dentro de 10 días hábil siguientes al remate. Al postor no adjudicado les restituirá el vale vista. Los Comuneros no deberán presentar garantía. Saldo del precio deberá pagarse al contado, dentro de 10 días hábil siguiente al remate, el vale vista se ha acompañado materialmente al Tribunal en horario hábil, el que deberá ser xyxy=(930,1661,1146,2258)
column-5 xyxy=(927,7,1150,2258)
notice xyxy=(1391,431,1608,986)
divider xyxy=(1391,995,1608,996)
divider xyxy=(1160,1204,1377,1205)
notice xyxy=(699,2094,916,2151)
notice-heading: REMATE: ANTE 30 JUZGADO CIVIL xyxy=(468,45,666,57)
column-4 xyxy=(696,7,919,2150)
notice xyxy=(1160,757,1377,959)
notice-body: Edison Celis Medel, remataré 27 noviembre 2024, 16:00 horas, vía www.vendaya.cl y en Av. Apoquindo 4499, oficina 402 B, Las Condes, inmueble Pasaje Alejandro Carrillo Ríos N° 251, que corresponde al Lote N° 10 manzana E, del Conjunto Habitacional Los Fundadores, comuna de San Bernardo, xyxy=(468,2095,685,2206)
column-6 xyxy=(1157,7,1380,2263)
notice-heading: EXTRACTO. JUEZA PARTIDORA xyxy=(930,1648,1100,1661)
section-number: 1616 xyxy=(10,8,73,37)
section-number: 1616 xyxy=(933,8,995,37)
notice-body: dores, comuna de San Bernardo, inscrito a fojas 1.793 número 657 año 1999 Registro Propiedad CBR San Bernardo. Rol de avalúo 1177-10. Mínimo $ 45.000.000 pagaderos contado dentro 30 días hábiles. Garantía 10% mínimo. Bases y antecedentes, solicitar en contacto@vendaya.cl, +56232248556. xyxy=(699,44,916,154)
notice xyxy=(238,1299,454,2280)
notice-heading: REMATE ANTE JUEZ PARTIDOR MAX xyxy=(699,1791,897,1804)
notice-heading: REMATE: JUEZ PARTIDOR JUAN xyxy=(1160,1210,1337,1223)
divider xyxy=(7,1482,224,1483)
notice-body: Civil De Santiago, Huérfanos 1409 piso 14, expediente 'Itaú Corpbanca Con González Uribe, Francesca Stefania' Rol: C-9452- 2022. Ejecutivo. Se rematará 13 de diciembre de 2024, a las 12:30 horas, propiedad correspondiente al departamento número mil novecientos diez del décimo noveno piso, de la Torre D denominada indistintamente también como Edificio Los Naranjos, del condominio municipalmente denominado como condominio Poeta Pedro Prado y comercialmente llamado también como Edificio Poeta Pedro Prado, ubicado en calle Juan De Barros número tres mil ochocientos ochenta y cinco, comuna de Quinta Normal, Región Metropolitana, de acuerdo al plano archivado bajo el número 5734 y sus láminas respectivas; y además los derechos en proporción al valor de la adquirido en unión de los otros adquirentes en los bienes comunes entre los cuales se encuentra el terreno, inscrito a fojas 52272 número 72701 del año 2020 en el registro de propiedad del conservador de bienes raíces de Santiago. Mínimo: $ 45.148.820.- avalúo fiscal vigente segundo semestre año 2024. Pago contado dentro de quinto día hábil de efectuado el remate. Se hace presente que la subasta se realizará por videoconferencia, mediante la plataforma zoom, por lo cual se requiere de un computador o teléfono, en ambos casos con cámara, micrófono y audio del mismo equipo y conexión a internet, siendo carga de las partes y postores el tener los elementos tecnológicos y de conexión. Los interesados deben rendir la garantía para participar en la subasta mediante vale vista endosable a la orden del tribunal, por el 10% del mínimo para iniciar las posturas, el que deberá acompañarse materialmente a las dependencias del tribunal el día anterior a la fecha del remate de 9:00 a 12:00 horas. Para participar en la subasta todo postor deberá tener activa su Clave Única del Estado o firma electrónica avanzada, para la eventual suscripción del acta de remate. El saldo del precio de la subasta deberá pagarse al contado dentro de quinto día hábil de efectuada, mediante consignación en la cuenta corriente del tribunal. Demás bases y antecedentes causa Rol N° C-9452-2022. El Secretario. xyxy=(7,681,224,1472)
notice-body: Rojo Pidenit Schleyer autos Jauregui/ Jauregui, se subastará el día 5 de diciembre de 2024, 10:30 horas, propiedad ubicada en calle Real Audiencia N° 1.571, comuna de San Miguel, inscrita a fojas 7692 vta. número 6844 y a fojas 5640, número 5129, ambas Registro de Propiedad del año 2007 CBR San Miguel. Rol de avalúo 4365-12 comuna de San Miguel. Mínimo posturas $ 340.000.000, contado dentro de 30 días. Caución 10% o vale vista endosable a la orden del tribunal, demás condiciones en bases de remate. Subasta se realizará presencialmente en Huérfanos 1147, oficina 442, Santiago. Más antecedentes en juicio partición Jauregui/Jauregui, y correo electrónico pidenitrojo@mail.com, celular +56998732296. Gonzalo Alejandro Neira Campos, Actuario. xyxy=(699,1804,916,2085)
divider xyxy=(699,847,916,848)
notice-body: en Villa Alemana Calle Porvenir 1631, población Los Almendros - inscrito fojas 1468, número 2367, año 2016 - CBR. de Villa Alemana - Rol de avalúo 216-65; mínimo: 82.000.000.- procedimiento de liquidación concursal Marco Antonio Lastarria Villanueva, del Juzgado de Letras de Villa Alemana, causa Rol C-2846-2024, liquidador Javier Rothman Garrido. Remate 19 diciembre 2024, a las 13:00 horas en plataforma online www.remateszarate.cl - bases y antecedentes desde 16 noviembre en www.remateszarate.cl - garantía 8.200.000.- comisión 2% más IVA. Marco Antonio Zarate Andrade, Martillero Público RNM 780. xyxy=(699,1544,916,1776)
notice-body: Iván Acevedo Daza, calle San Sebastián N° 2807, oficina 514, Las Condes, email iacevedo@aymabogados.cl, se rematará el día 18 de diciembre de 2024 a las 15:00 horas, inmuebles: a) Ubicado en Pasaje 8 de Mayo N° 4095, Rol de avalúo 8191-19, Maipú, inscrito a fojas 14151 N° 20283 del Reg. Propiedad CBR Santiago año 2017; b) Inmueble ubicado en Pasaje 21 de mayo N° 4099, Rol de avalúo 8191-20, Maipú, inscrito a fojas 14152 número 20284 del Reg. Propiedad CBR Santiago año 2017. Mínimo: a) $ 70.361.334.-, respecto de inmueble ubicado en pasaje 21 de mayo N° 4095, Maipú, Rol 8191-19; b) $ 65.086.246.-, respecto de inmueble ubicado en pasaje 21 de mayo N° 4099, Maipú, Rol 8191-20. Interesados presentar vale vista a la orden del partidor, equivalente a un 10% del mínimo fijado, saldo pagado al contado dentro de quinto día hábil siguiente al remate. Demás bases y antecedentes en autos arbitrales caratulados 'Sánchez con Sánchez'. Secretario. xyxy=(930,467,1146,820)
